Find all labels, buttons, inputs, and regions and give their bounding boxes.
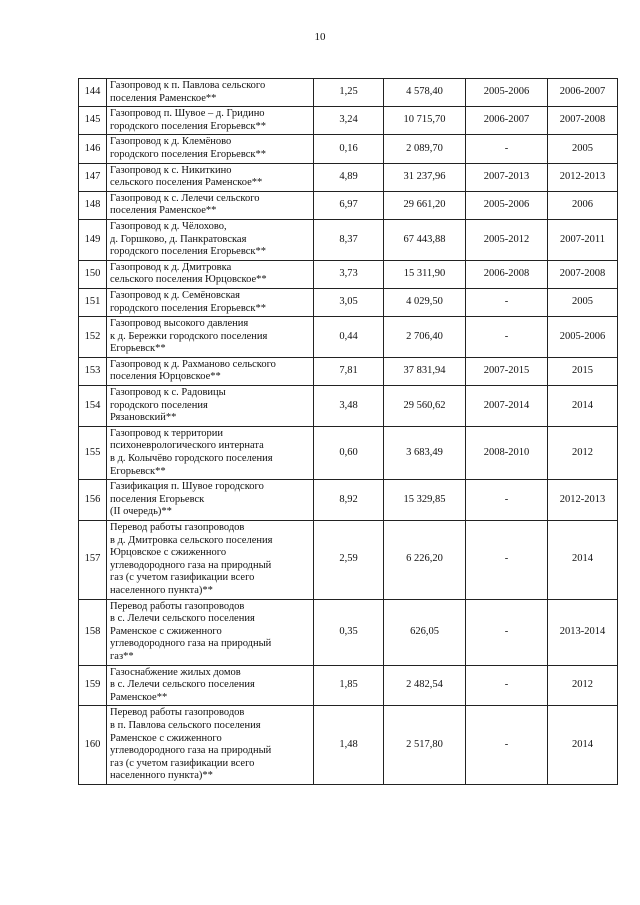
period-cell: 2007-2015 [466,357,548,385]
table-row [79,480,618,521]
object-name-line: Газификация п. Шувое городского [110,481,264,493]
cost-cell: 15 329,85 [384,480,466,521]
cost-cell: 29 560,62 [384,386,466,427]
table-row [79,386,618,427]
table-row [79,107,618,135]
length-cell: 4,89 [314,163,384,191]
period-cell: 2012 [548,426,618,479]
object-name-line: газ (с учетом газификации всего [110,757,255,769]
length-cell: 0,60 [314,426,384,479]
table-row [79,665,618,706]
period-cell: 2007-2008 [548,260,618,288]
row-number-cell: 147 [79,163,107,191]
period-cell: - [466,665,548,706]
length-cell: 0,35 [314,599,384,665]
length-cell: 3,48 [314,386,384,427]
period-cell: - [466,599,548,665]
row-number-cell: 159 [79,665,107,706]
object-name-line: углеводородного газа на природный [110,745,272,757]
cost-cell: 10 715,70 [384,107,466,135]
cost-cell: 37 831,94 [384,357,466,385]
object-name-cell [107,480,314,521]
object-name-line: Перевод работы газопроводов [110,522,245,533]
period-cell: 2007-2011 [548,219,618,260]
period-cell: 2012-2013 [548,480,618,521]
object-name-line: Газопровод к д. Чёлохово, [110,220,227,232]
object-name-line: психоневрологического интерната [110,440,264,452]
row-number-cell: 157 [79,521,107,600]
table-row [79,260,618,288]
object-name-line: Раменское с сжиженного [110,625,222,637]
table-row [79,426,618,479]
period-cell: 2005-2006 [466,191,548,219]
period-cell: 2005-2006 [548,317,618,358]
row-number-cell: 150 [79,260,107,288]
object-name-cell [107,599,314,665]
object-name-line: населенного пункта)** [110,770,213,782]
page-number: 10 [314,31,326,43]
row-number-cell: 155 [79,426,107,479]
object-name-line: поселения Раменское** [110,92,217,104]
period-cell: 2014 [548,521,618,600]
object-name-line: Рязановский** [110,412,177,424]
object-name-cell [107,191,314,219]
length-cell: 1,25 [314,79,384,107]
object-name-line: Газопровод к п. Павлова сельского [110,80,266,91]
object-name-line: Газоснабжение жилых домов [110,666,241,678]
period-cell: 2014 [548,706,618,785]
period-cell: 2005 [548,288,618,316]
length-cell: 2,59 [314,521,384,600]
gas-pipeline-table [78,78,618,785]
length-cell: 3,24 [314,107,384,135]
object-name-line: в д. Дмитровка сельского поселения [110,534,273,546]
period-cell: 2005-2006 [466,79,548,107]
object-name-line: Газопровод к с. Никиткино [110,164,232,176]
object-name-line: городского поселения Егорьевск** [110,246,266,258]
period-cell: 2005-2012 [466,219,548,260]
period-cell: - [466,521,548,600]
object-name-line: газ** [110,650,134,662]
object-name-line: Газопровод к с. Радовицы [110,387,226,399]
period-cell: 2006-2008 [466,260,548,288]
row-number-cell: 158 [79,599,107,665]
length-cell: 8,92 [314,480,384,521]
object-name-line: газ (с учетом газификации всего [110,572,255,584]
period-cell: 2006-2007 [548,79,618,107]
period-cell: 2006 [548,191,618,219]
table-row [79,521,618,600]
object-name-line: Егорьевск** [110,465,166,477]
object-name-cell [107,135,314,163]
object-name-cell [107,317,314,358]
cost-cell: 626,05 [384,599,466,665]
length-cell: 6,97 [314,191,384,219]
period-cell: - [466,706,548,785]
row-number-cell: 151 [79,288,107,316]
object-name-line: Газопровод п. Шувое – д. Гридино [110,108,265,120]
cost-cell: 2 517,80 [384,706,466,785]
period-cell: 2006-2007 [466,107,548,135]
object-name-cell [107,163,314,191]
cost-cell: 31 237,96 [384,163,466,191]
period-cell: - [466,317,548,358]
table-row [79,317,618,358]
cost-cell: 4 578,40 [384,79,466,107]
object-name-line: Газопровод к д. Дмитровка [110,261,232,273]
cost-cell: 2 482,54 [384,665,466,706]
row-number-cell: 153 [79,357,107,385]
cost-cell: 2 706,40 [384,317,466,358]
object-name-cell [107,665,314,706]
object-name-line: в п. Павлова сельского поселения [110,719,261,731]
object-name-cell [107,79,314,107]
period-cell: 2007-2013 [466,163,548,191]
length-cell: 0,44 [314,317,384,358]
table-row [79,706,618,785]
object-name-line: городского поселения Егорьевск** [110,148,266,160]
period-cell: 2007-2014 [466,386,548,427]
object-name-cell [107,521,314,600]
period-cell: 2008-2010 [466,426,548,479]
object-name-line: Раменское с сжиженного [110,732,222,744]
object-name-cell [107,288,314,316]
table-row [79,357,618,385]
length-cell: 8,37 [314,219,384,260]
cost-cell: 6 226,20 [384,521,466,600]
length-cell: 3,05 [314,288,384,316]
period-cell: 2014 [548,386,618,427]
length-cell: 1,48 [314,706,384,785]
table-body [79,79,618,785]
object-name-line: городского поселения [110,399,208,411]
length-cell: 1,85 [314,665,384,706]
row-number-cell: 152 [79,317,107,358]
object-name-line: Газопровод к д. Рахманово сельского [110,358,276,370]
object-name-cell [107,426,314,479]
object-name-line: Юрцовское с сжиженного [110,547,227,559]
table-row [79,79,618,107]
table-row [79,163,618,191]
object-name-line: углеводородного газа на природный [110,638,272,650]
length-cell: 0,16 [314,135,384,163]
row-number-cell: 160 [79,706,107,785]
cost-cell: 15 311,90 [384,260,466,288]
object-name-line: городского поселения Егорьевск** [110,120,266,132]
object-name-cell [107,260,314,288]
object-name-cell [107,386,314,427]
row-number-cell: 146 [79,135,107,163]
object-name-cell [107,706,314,785]
period-cell: 2007-2008 [548,107,618,135]
row-number-cell: 156 [79,480,107,521]
object-name-line: Газопровод высокого давления [110,318,249,330]
object-name-line: сельского поселения Юрцовское** [110,274,267,286]
object-name-line: сельского поселения Раменское** [110,177,263,189]
object-name-line: городского поселения Егорьевск** [110,302,266,314]
period-cell: 2015 [548,357,618,385]
object-name-line: к д. Бережки городского поселения [110,330,268,342]
cost-cell: 4 029,50 [384,288,466,316]
object-name-line: (II очередь)** [110,506,172,518]
cost-cell: 29 661,20 [384,191,466,219]
object-name-line: д. Горшково, д. Панкратовская [110,233,247,245]
period-cell: - [466,288,548,316]
table-row [79,288,618,316]
row-number-cell: 154 [79,386,107,427]
table-row [79,599,618,665]
cost-cell: 3 683,49 [384,426,466,479]
period-cell: 2013-2014 [548,599,618,665]
row-number-cell: 144 [79,79,107,107]
object-name-line: Перевод работы газопроводов [110,707,245,719]
period-cell: 2012-2013 [548,163,618,191]
period-cell: - [466,480,548,521]
object-name-line: Газопровод к с. Лелечи сельского [110,192,260,204]
object-name-line: Перевод работы газопроводов [110,600,245,612]
period-cell: 2005 [548,135,618,163]
object-name-line: поселения Егорьевск [110,493,205,505]
table-row [79,219,618,260]
object-name-line: в с. Лелечи сельского поселения [110,679,255,691]
row-number-cell: 145 [79,107,107,135]
object-name-line: поселения Раменское** [110,205,217,217]
object-name-line: поселения Юрцовское** [110,371,221,383]
object-name-cell [107,219,314,260]
period-cell: - [466,135,548,163]
object-name-line: Раменское** [110,691,168,703]
object-name-line: Газопровод к д. Семёновская [110,289,240,301]
row-number-cell: 148 [79,191,107,219]
object-name-cell [107,357,314,385]
object-name-line: населенного пункта)** [110,584,213,596]
cost-cell: 2 089,70 [384,135,466,163]
object-name-line: Егорьевск** [110,343,166,355]
object-name-line: углеводородного газа на природный [110,559,272,571]
object-name-line: в с. Лелечи сельского поселения [110,613,255,625]
table-row [79,135,618,163]
object-name-line: Газопровод к д. Клемёново [110,136,232,148]
object-name-line: Газопровод к территории [110,427,224,439]
length-cell: 3,73 [314,260,384,288]
cost-cell: 67 443,88 [384,219,466,260]
row-number-cell: 149 [79,219,107,260]
period-cell: 2012 [548,665,618,706]
length-cell: 7,81 [314,357,384,385]
table-row [79,191,618,219]
object-name-line: в д. Колычёво городского поселения [110,453,273,465]
object-name-cell [107,107,314,135]
